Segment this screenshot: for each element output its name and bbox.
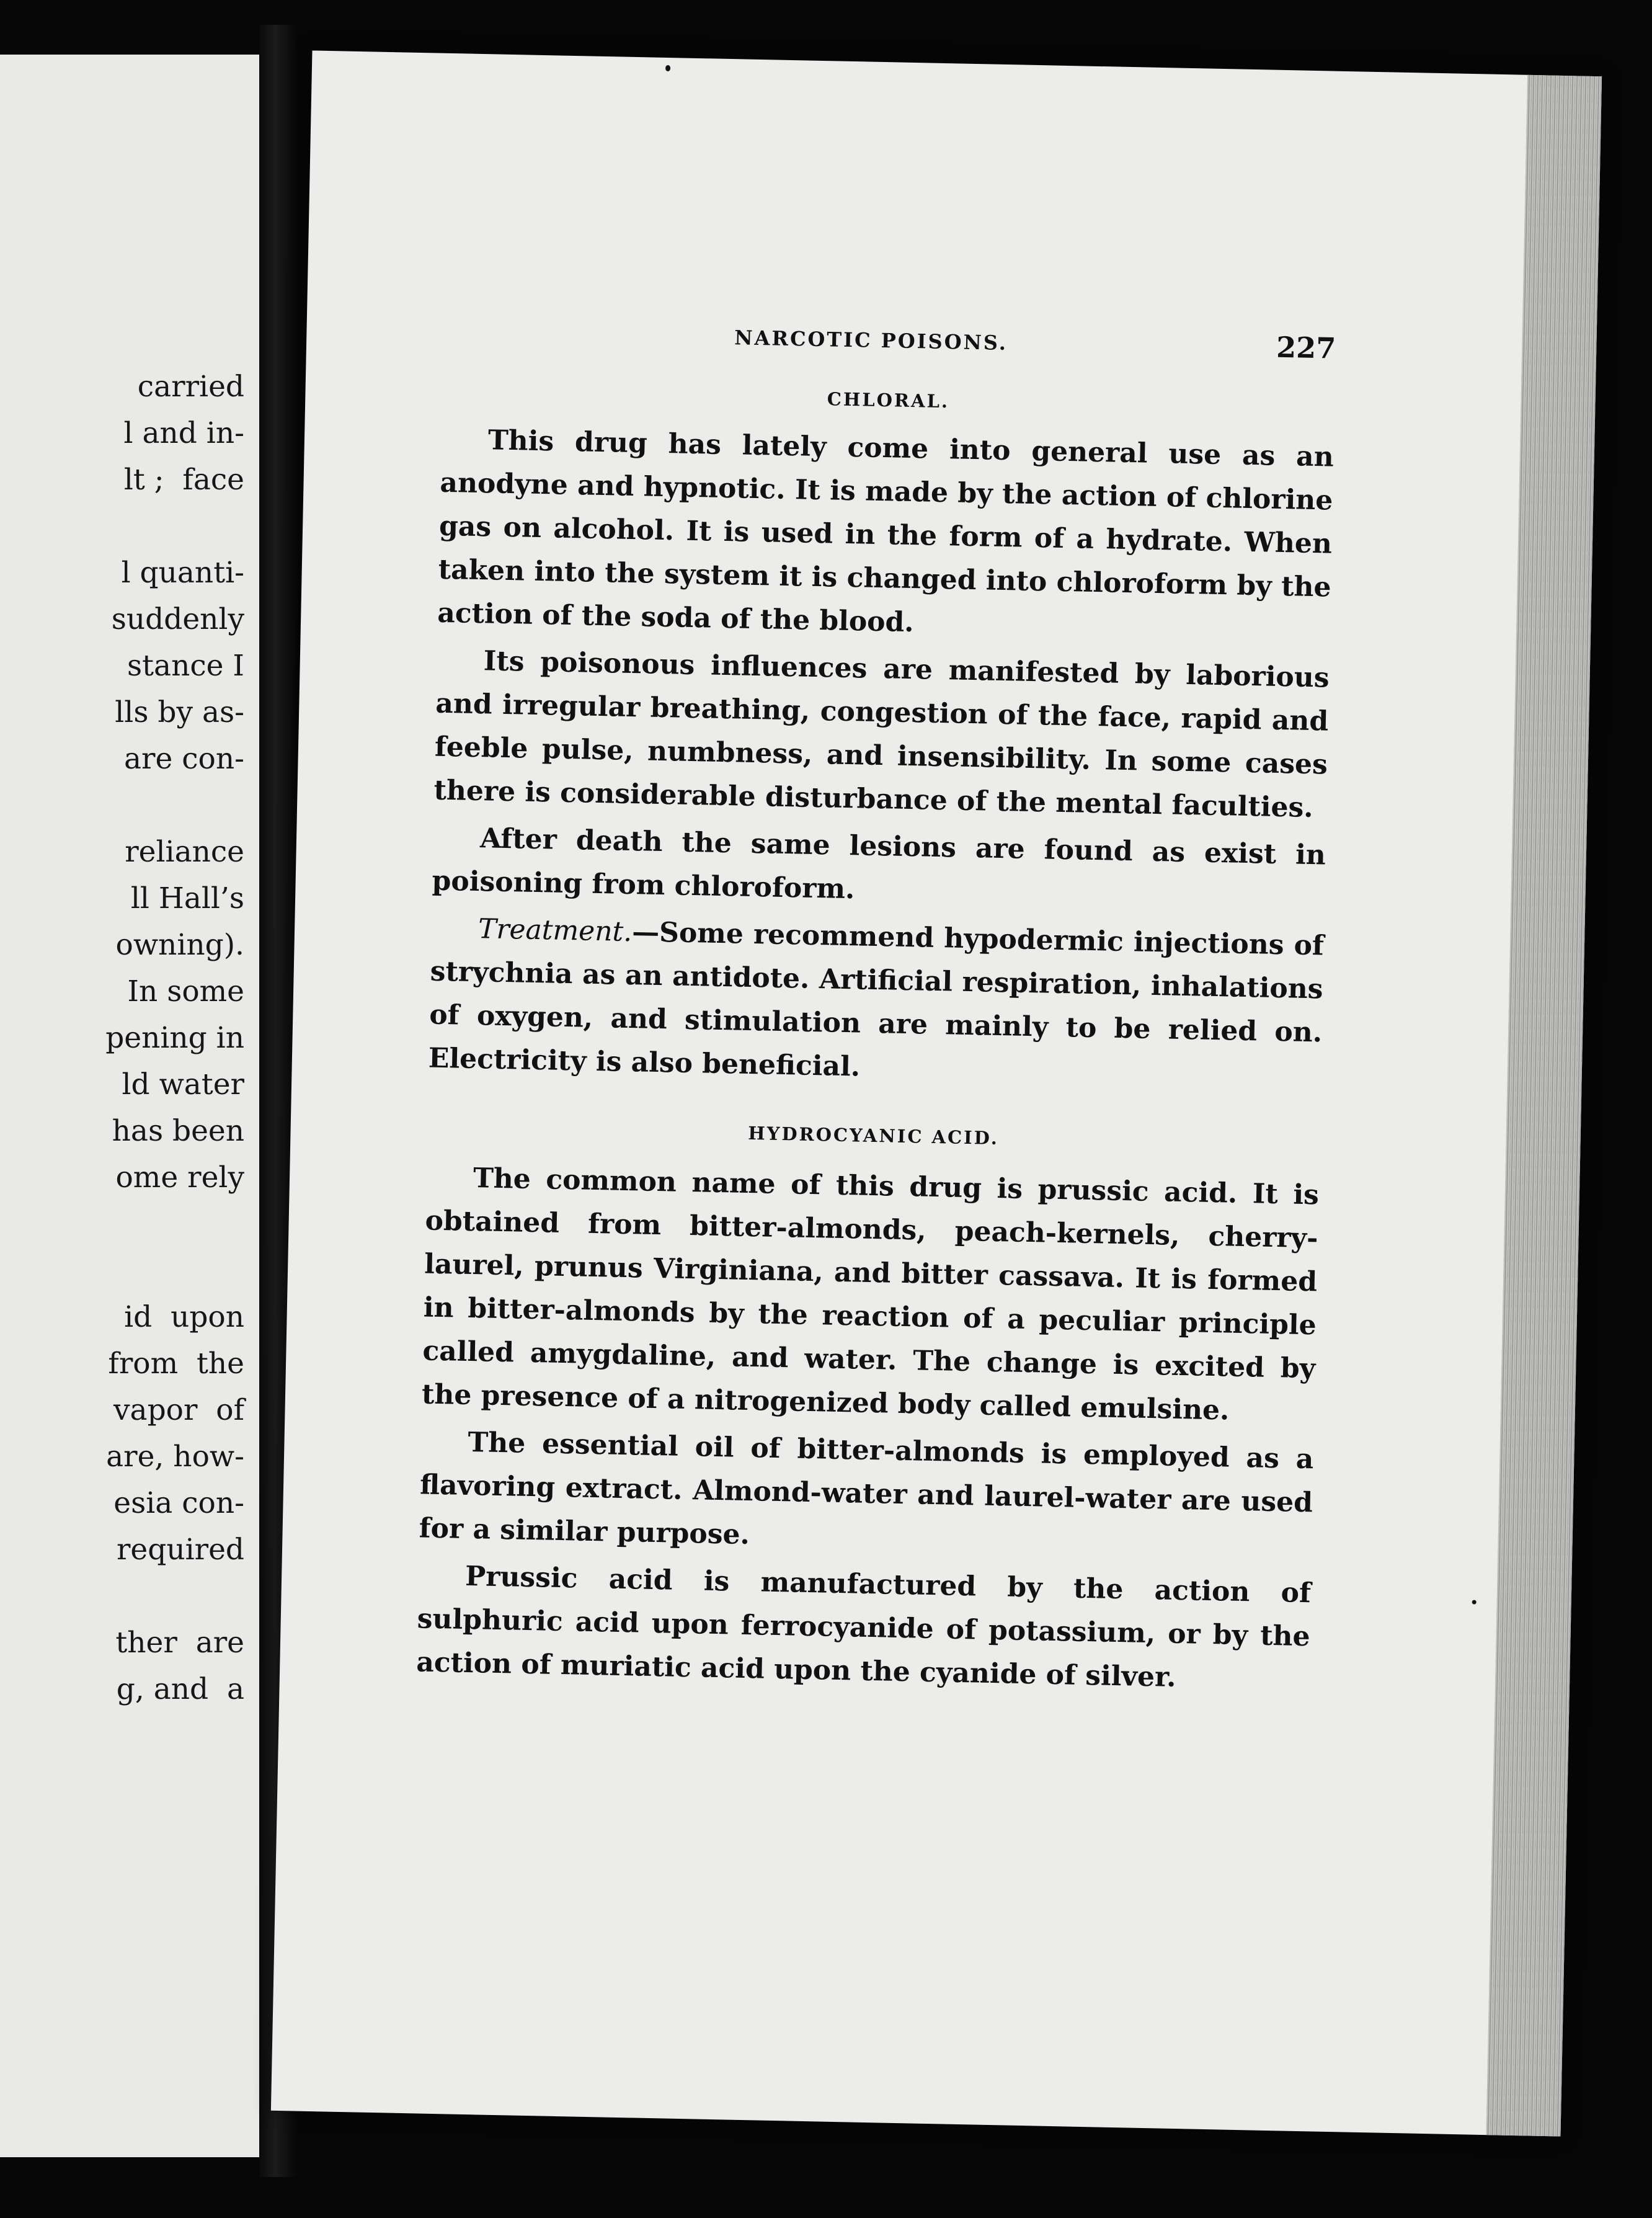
left-line: required [116, 1533, 244, 1567]
left-line: from the [108, 1347, 244, 1381]
page-number: 227 [1276, 330, 1336, 365]
left-line: are con- [123, 742, 244, 776]
left-line [0, 1247, 244, 1294]
left-line: ll Hall’s [130, 881, 244, 915]
left-line [0, 503, 244, 550]
paragraph [428, 907, 1324, 1098]
page-content [416, 314, 1336, 1706]
left-line [0, 1201, 244, 1247]
section-heading: HYDROCYANIC ACID. [747, 1122, 1000, 1149]
main-page [271, 50, 1602, 2136]
paragraph [421, 1156, 1319, 1435]
left-line: lt ; face [123, 463, 244, 497]
left-line: lls by as- [115, 695, 244, 729]
left-line: carried [137, 370, 244, 404]
left-line: owning). [115, 928, 244, 962]
left-facing-page [0, 55, 259, 2157]
paragraph [416, 1554, 1312, 1702]
left-line: id upon [124, 1300, 244, 1334]
left-line [0, 1573, 244, 1619]
paragraph [419, 1420, 1314, 1568]
left-line: vapor of [113, 1393, 244, 1427]
paragraph-text: This drug has lately come into general use as an anodyne and hypnotic. It is made by the action of chlorine gas on alcohol. It is used in the form of a hydrate. When taken into the system it is changed into chloroform by the action of the soda of the blood. [437, 424, 1334, 639]
left-line: reliance [125, 835, 244, 869]
paragraph [432, 816, 1326, 921]
left-line: l and in- [123, 416, 244, 450]
page-edge-stack [1486, 75, 1602, 2137]
left-line: stance I [127, 649, 244, 683]
section-hydrocyanic-acid [416, 1116, 1320, 1703]
left-line: l quanti- [121, 556, 244, 590]
paragraph-text: The essential oil of bitter-almonds is employed as a flavoring extract. Almond-water and laurel-water are used for a similar purpose. [419, 1426, 1314, 1551]
left-line: pening in [105, 1021, 244, 1055]
left-line [0, 782, 244, 829]
section-heading: CHLORAL. [827, 388, 950, 412]
paragraph-lead: Treatment. [477, 913, 633, 948]
left-line: ome rely [115, 1160, 244, 1195]
paragraph-text: Its poisonous influences are manifested by laborious and irregular breathing, congestion of the face, rapid and feeble pulse, numbness, and insensibility. In some cases there is considerable disturbance of the mental faculties. [433, 645, 1330, 824]
left-line: suddenly [111, 602, 244, 636]
left-line: g, and a [116, 1672, 244, 1706]
paragraph-text: —Some recommend hypodermic injections of strychnia as an antidote. Artificial respiration, inhalations of oxygen, and stimulation are mainly to be relied on. Electricity is also beneficial. [428, 916, 1325, 1083]
left-line: In some [127, 974, 244, 1009]
running-head [443, 314, 1336, 375]
paragraph-text: After death the same lesions are found as exist in poisoning from chloroform. [432, 822, 1326, 906]
ink-speck [665, 65, 670, 71]
paragraph [433, 639, 1330, 831]
left-line: has been [112, 1114, 244, 1148]
left-line: esia con- [113, 1486, 244, 1520]
paragraph-text: The common name of this drug is prussic acid. It is obtained from bitter-almonds, peach-kernels, cherry-laurel, prunus Virginiana, and bitter cassava. It is formed in bitter-almonds by the reaction of a peculiar principle called amygdaline, and water. The change is excited by the presence of a nitrogenized body called emulsine. [421, 1162, 1320, 1427]
left-page-text-fragments [0, 363, 244, 1712]
left-line: are, how- [106, 1440, 244, 1474]
paragraph [437, 418, 1334, 653]
left-line: ther are [115, 1626, 244, 1660]
running-title: NARCOTIC POISONS. [734, 326, 1008, 355]
paragraph-text: Prussic acid is manufactured by the action of sulphuric acid upon ferrocyanide of potassium, or by the action of muriatic acid upon the cyanide of silver. [415, 1560, 1312, 1693]
left-line: ld water [122, 1067, 244, 1102]
ink-speck [1472, 1600, 1477, 1605]
section-chloral [428, 381, 1334, 1098]
